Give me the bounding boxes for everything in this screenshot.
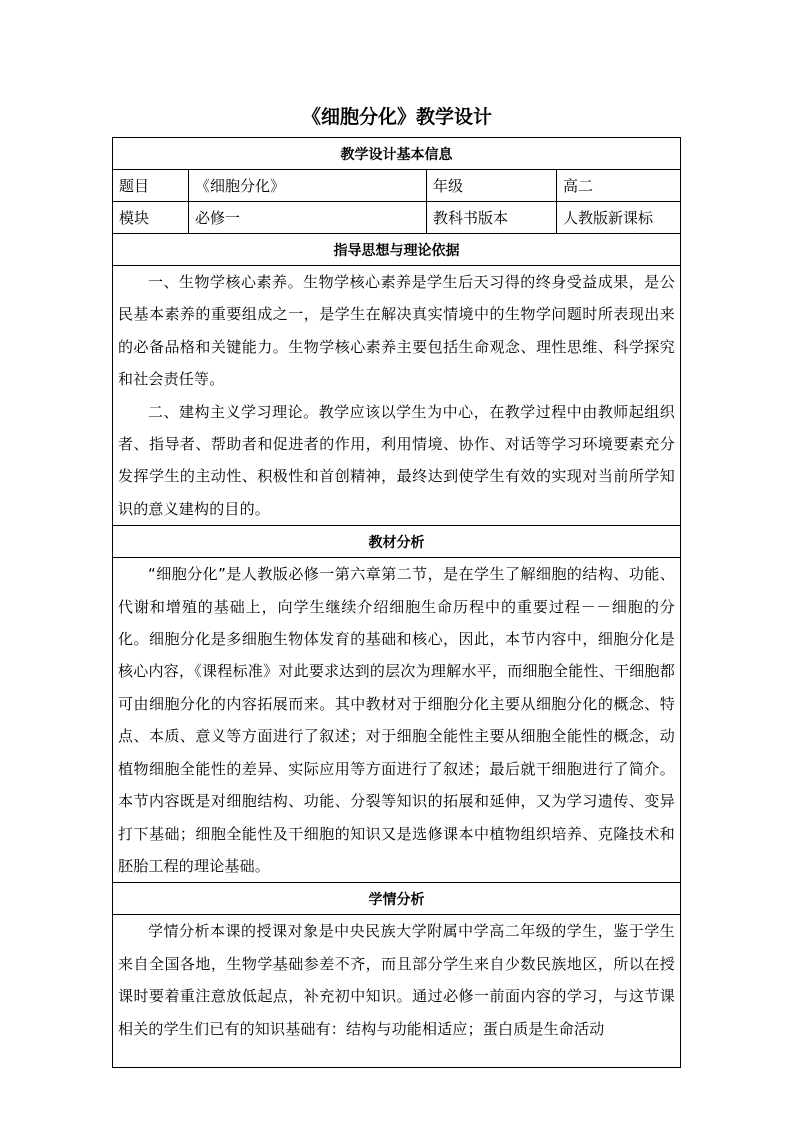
basic-info-header-row	[113, 138, 681, 170]
textbook-content-row	[113, 558, 681, 883]
guiding-paragraph-2: 二、建构主义学习理论。教学应该以学生为中心，在教学过程中由教师起组织者、指导者、帮助者和促进者的作用，利用情境、协作、对话等学习环境要素充分发挥学生的主动性、积极性和首创精神，最终达到使学生有效的实现对当前所学知识的意义建构的目的。	[118, 402, 675, 518]
document-title: 《细胞分化》教学设计	[301, 106, 492, 128]
basic-info-header: 教学设计基本信息	[113, 138, 681, 170]
grade-label: 年级	[427, 170, 557, 202]
guiding-paragraph-1: 一、生物学核心素养。生物学核心素养是学生后天习得的终身受益成果，是公民基本素养的重要组成之一，是学生在解决真实情境中的生物学问题时所表现出来的必备品格和关键能力。生物学核心素养主要包括生命观念、理性思维、科学探究和社会责任等。	[118, 273, 675, 389]
module-label: 模块	[113, 202, 189, 234]
learner-content-row	[113, 915, 681, 1068]
guiding-content	[113, 266, 681, 526]
info-row-module	[113, 202, 681, 234]
textbook-paragraph-1: “细胞分化”是人教版必修一第六章第二节，是在学生了解细胞的结构、功能、代谢和增殖的基础上，向学生继续介绍细胞生命历程中的重要过程－－细胞的分化。细胞分化是多细胞生物体发育的基础和核心，因此，本节内容中，细胞分化是核心内容，《课程标准》对此要求达到的层次为理解水平，而细胞全能性、干细胞都可由细胞分化的内容拓展而来。其中教材对于细胞分化主要从细胞分化的概念、特点、本质、意义等方面进行了叙述；对于细胞全能性主要从细胞全能性的概念，动植物细胞全能性的差异、实际应用等方面进行了叙述；最后就干细胞进行了简介。本节内容既是对细胞结构、功能、分裂等知识的拓展和延伸，又为学习遗传、变异打下基础；细胞全能性及干细胞的知识又是选修课本中植物组织培养、克隆技术和胚胎工程的理论基础。	[118, 565, 675, 875]
module-value: 必修一	[189, 202, 427, 234]
learner-analysis-header: 学情分析	[113, 883, 681, 915]
textbook-header-row	[113, 526, 681, 558]
topic-value: 《细胞分化》	[189, 170, 427, 202]
guiding-header: 指导思想与理论依据	[113, 234, 681, 266]
topic-label: 题目	[113, 170, 189, 202]
guiding-header-row	[113, 234, 681, 266]
learner-paragraph-1: 学情分析本课的授课对象是中央民族大学附属中学高二年级的学生，鉴于学生来自全国各地，生物学基础参差不齐，而且部分学生来自少数民族地区，所以在授课时要着重注意放低起点，补充初中知识。通过必修一前面内容的学习，与这节课相关的学生们已有的知识基础有：结构与功能相适应；蛋白质是生命活动	[118, 922, 675, 1038]
grade-value: 高二	[557, 170, 681, 202]
info-row-topic	[113, 170, 681, 202]
textbook-version-label: 教科书版本	[427, 202, 557, 234]
guiding-content-row	[113, 266, 681, 526]
learner-header-row	[113, 883, 681, 915]
textbook-analysis-header: 教材分析	[113, 526, 681, 558]
lesson-design-table	[112, 137, 681, 1068]
learner-analysis-content	[113, 915, 681, 1068]
textbook-analysis-content	[113, 558, 681, 883]
textbook-version-value: 人教版新课标	[557, 202, 681, 234]
